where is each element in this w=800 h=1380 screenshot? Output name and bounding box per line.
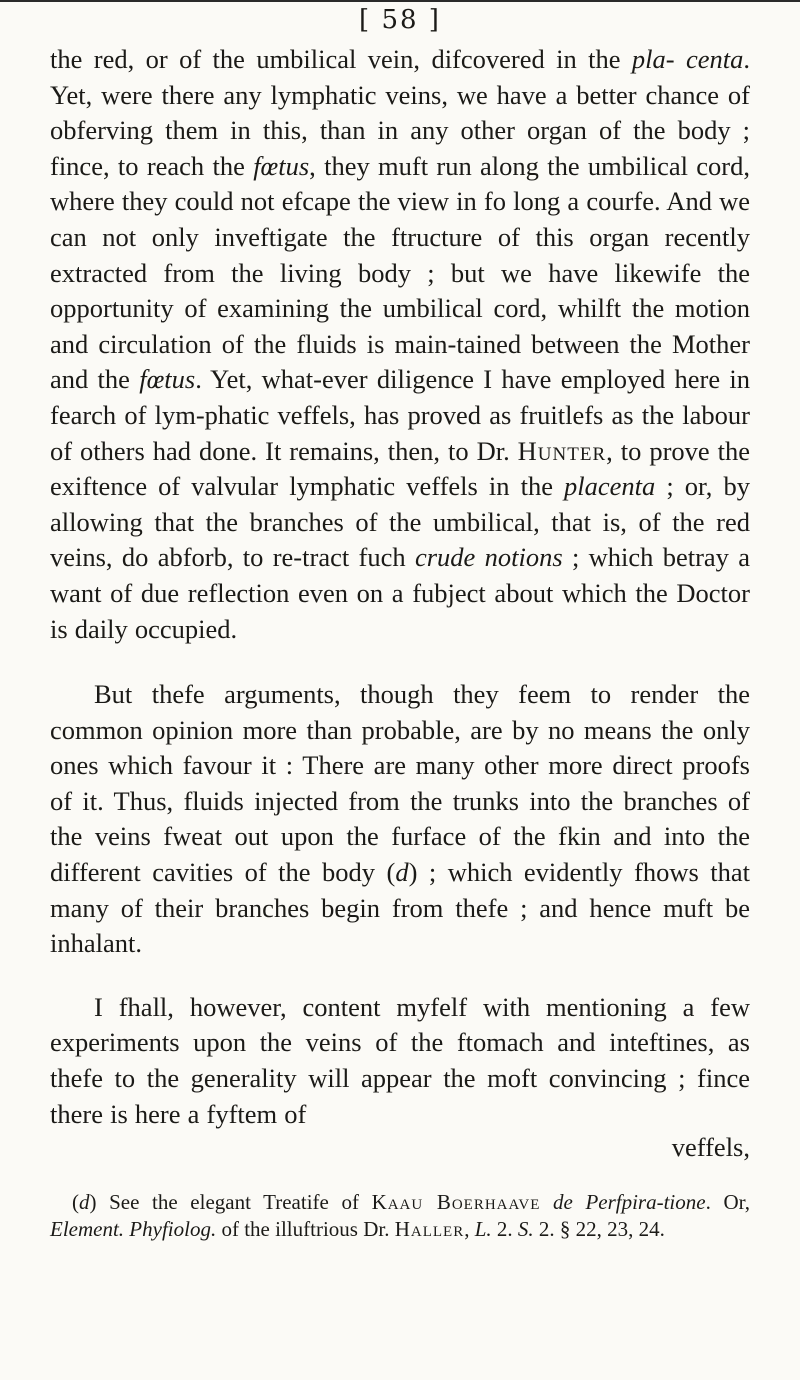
paragraph-2: But thefe arguments, though they feem to render the common opinion more than probable, are by no means the only ones which favour it : There are many other more direct proofs of it. Thus, fluids injected from the trunks into the branches of the veins fweat out upon the furface of the fkin and into the different cavities of the body (d) ; which evidently fhows that many of their branches begin from thefe ; and hence muft be inhalant. [50,679,750,959]
top-rule [0,0,800,2]
footnote: (d) See the elegant Treatife of Kaau Boerhaave de Perfpira-tione. Or, Element. Phyfiolog. of the illuftrious Dr. Haller, L. 2. S. 2. § 22, 23, 24. [50,1190,751,1242]
page-number: [ 58 ] [359,5,441,35]
paragraph-3: I fhall, however, content myfelf with mentioning a few experiments upon the veins of the ftomach and inteftines, as thefe to the generality will appear the moft convincing ; fince there is here a fyftem of [50,991,750,1129]
footnote-spacer [50,1163,750,1177]
paragraph-1: the red, or of the umbilical vein, difcovered in the pla- centa. Yet, were there any lymphatic veins, we have a better chance of obferving them in this, than in any other organ of the body ; fince, to reach the fœtus, they muft run along the umbilical cord, where they could not efcape the view in fo long a courfe. And we can not only inveftigate the ftructure of this organ recently extracted from the living body ; but we have likewife the opportunity of examining the umbilical cord, whilft the motion and circulation of the fluids is main-tained between the Mother and the fœtus. Yet, what-ever diligence I have employed here in fearch of lym-phatic veffels, has proved as fruitlefs as the labour of others had done. It remains, then, to Dr. Hunter, to prove the exiftence of valvular lymphatic veffels in the placenta ; or, by allowing that the branches of the umbilical, that is, of the red veins, do abforb, to re-tract fuch crude notions ; which betray a want of due reflection even on a fubject about which the Doctor is daily occupied. [50,44,751,644]
catchword: veffels, [671,1132,750,1163]
